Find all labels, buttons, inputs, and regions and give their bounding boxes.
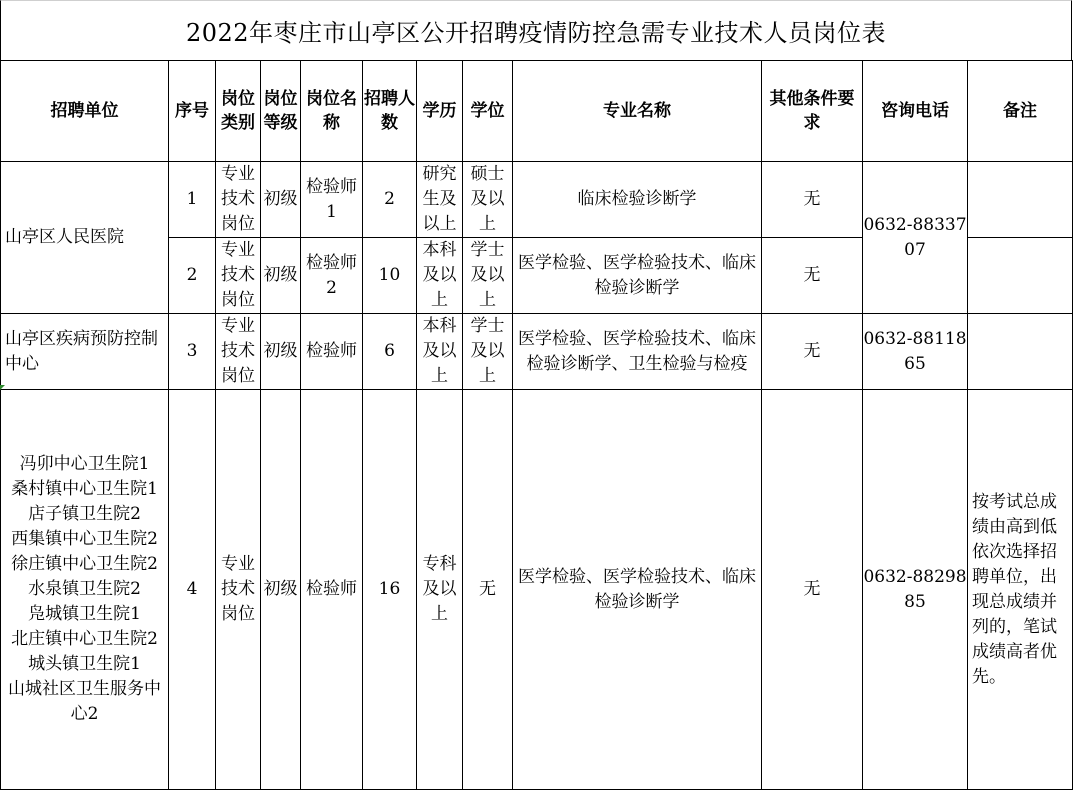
cell-marker-icon	[0, 385, 5, 390]
unit-list-item: 店子镇卫生院2	[28, 504, 141, 524]
page-title: 2022年枣庄市山亭区公开招聘疫情防控急需专业技术人员岗位表	[185, 19, 887, 47]
cell-remark	[968, 314, 1073, 390]
cell-count: 16	[363, 390, 417, 790]
cell-education: 研究生及以上	[417, 162, 463, 238]
table-row	[1, 162, 1073, 238]
header-other: 其他条件要求	[762, 61, 863, 162]
header-phone: 咨询电话	[863, 61, 968, 162]
cell-education: 专科及以上	[417, 390, 463, 790]
cell-major: 医学检验、医学检验技术、临床检验诊断学	[513, 390, 762, 790]
cell-remark: 按考试总成绩由高到低依次选择招聘单位，出现总成绩并列的，笔试成绩高者优先。	[968, 390, 1073, 790]
cell-post-level: 初级	[261, 390, 301, 790]
cell-education: 本科及以上	[417, 238, 463, 314]
unit-list-item: 山城社区卫生服务中心2	[8, 679, 161, 724]
cell-phone: 0632-8811865	[863, 314, 968, 390]
cell-degree: 学士及以上	[463, 238, 513, 314]
header-post-level: 岗位等级	[261, 61, 301, 162]
cell-major: 临床检验诊断学	[513, 162, 762, 238]
header-seq: 序号	[169, 61, 216, 162]
cell-post-level: 初级	[261, 238, 301, 314]
cell-count: 10	[363, 238, 417, 314]
cell-count: 6	[363, 314, 417, 390]
header-major: 专业名称	[513, 61, 762, 162]
unit-list	[1, 452, 168, 727]
cell-other: 无	[762, 390, 863, 790]
unit-list-item: 城头镇卫生院1	[28, 654, 141, 674]
unit-list-item: 徐庄镇中心卫生院2	[11, 554, 158, 574]
cell-seq: 2	[169, 238, 216, 314]
cell-unit: 山亭区疾病预防控制中心	[1, 314, 169, 390]
cell-seq: 3	[169, 314, 216, 390]
header-count: 招聘人数	[363, 61, 417, 162]
cell-post-level: 初级	[261, 162, 301, 238]
cell-seq: 1	[169, 162, 216, 238]
table-row	[1, 314, 1073, 390]
cell-degree: 无	[463, 390, 513, 790]
unit-list-item: 西集镇中心卫生院2	[11, 529, 158, 549]
cell-other: 无	[762, 238, 863, 314]
cell-major: 医学检验、医学检验技术、临床检验诊断学	[513, 238, 762, 314]
unit-list-item: 冯卯中心卫生院1	[19, 454, 150, 474]
positions-table	[0, 60, 1073, 790]
cell-post-name: 检验师	[301, 390, 363, 790]
unit-list-item: 桑村镇中心卫生院1	[11, 479, 158, 499]
cell-other: 无	[762, 162, 863, 238]
cell-education: 本科及以上	[417, 314, 463, 390]
header-education: 学历	[417, 61, 463, 162]
cell-post-level: 初级	[261, 314, 301, 390]
cell-phone: 0632-8829885	[863, 390, 968, 790]
unit-list-item: 凫城镇卫生院1	[28, 604, 141, 624]
cell-post-type: 专业技术岗位	[216, 314, 261, 390]
cell-phone: 0632-8833707	[863, 162, 968, 314]
cell-post-name: 检验师1	[301, 162, 363, 238]
cell-unit: 山亭区人民医院	[1, 162, 169, 314]
unit-list-item: 水泉镇卫生院2	[28, 579, 141, 599]
cell-unit-list	[1, 390, 169, 790]
header-remark: 备注	[968, 61, 1073, 162]
unit-list-item: 北庄镇中心卫生院2	[11, 629, 158, 649]
cell-other: 无	[762, 314, 863, 390]
header-degree: 学位	[463, 61, 513, 162]
cell-remark	[968, 162, 1073, 238]
table-row	[1, 390, 1073, 790]
cell-seq: 4	[169, 390, 216, 790]
cell-count: 2	[363, 162, 417, 238]
cell-degree: 硕士及以上	[463, 162, 513, 238]
cell-post-type: 专业技术岗位	[216, 390, 261, 790]
cell-degree: 学士及以上	[463, 314, 513, 390]
cell-major: 医学检验、医学检验技术、临床检验诊断学、卫生检验与检疫	[513, 314, 762, 390]
header-post-name: 岗位名称	[301, 61, 363, 162]
cell-post-name: 检验师	[301, 314, 363, 390]
cell-remark	[968, 238, 1073, 314]
cell-post-name: 检验师2	[301, 238, 363, 314]
title-row	[0, 0, 1072, 60]
header-row	[1, 61, 1073, 162]
cell-post-type: 专业技术岗位	[216, 238, 261, 314]
header-post-type: 岗位类别	[216, 61, 261, 162]
header-unit: 招聘单位	[1, 61, 169, 162]
cell-post-type: 专业技术岗位	[216, 162, 261, 238]
